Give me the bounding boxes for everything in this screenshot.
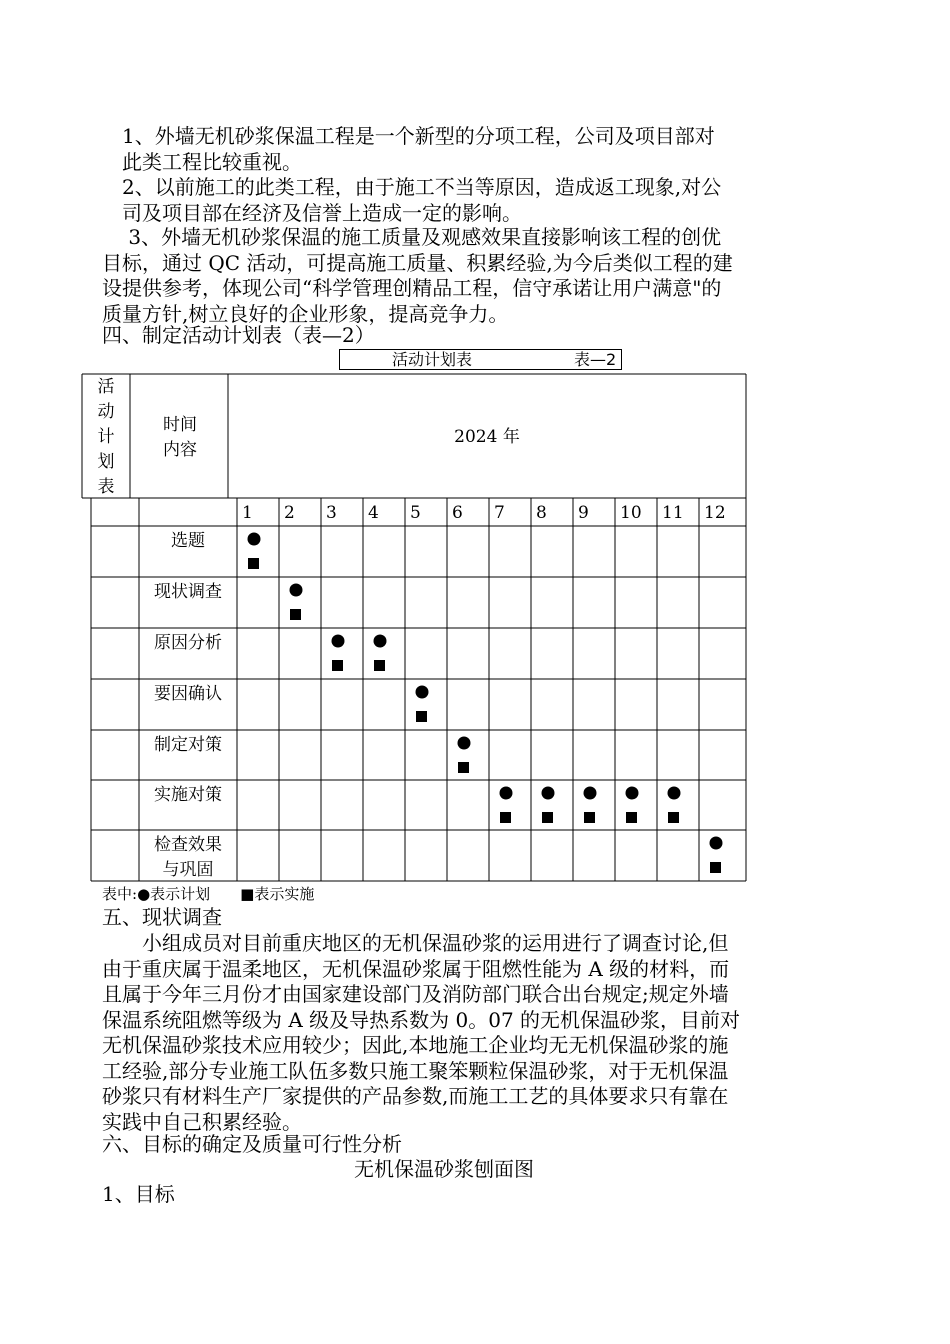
month-label: 10 — [620, 503, 642, 523]
done-square — [626, 812, 637, 823]
content-label: 内容 — [163, 440, 197, 460]
corner-label-char: 计 — [97, 427, 115, 447]
plan-dot — [668, 787, 681, 800]
done-square — [458, 762, 469, 773]
month-label: 3 — [326, 503, 337, 523]
text-line: 司及项目部在经济及信誉上造成一定的影响。 — [102, 200, 522, 225]
done-square — [248, 558, 259, 569]
section-5-heading: 五、现状调查 — [102, 905, 222, 929]
text-line: 此类工程比较重视。 — [102, 149, 302, 174]
legend-plan: ●表示计划 — [137, 885, 211, 903]
table-caption-number: 表—2 — [574, 350, 617, 369]
text-line: 无机保温砂浆技术应用较少；因此,本地施工企业均无无机保温砂浆的施 — [102, 1033, 729, 1057]
text-line: 3、外墙无机砂浆保温的施工质量及观感效果直接影响该工程的创优 — [102, 225, 722, 249]
plan-dot — [710, 837, 723, 850]
text-line: 目标，通过 QC 活动，可提高施工质量、积累经验,为今后类似工程的建 — [102, 250, 733, 275]
plan-dot — [458, 737, 471, 750]
done-square — [416, 711, 427, 722]
month-label: 8 — [536, 503, 547, 523]
plan-dot — [626, 787, 639, 800]
text-line: 质量方针,树立良好的企业形象，提高竞争力。 — [102, 301, 509, 326]
text-line: 工经验,部分专业施工队伍多数只施工聚笨颗粒保温砂浆，对于无机保温 — [102, 1058, 729, 1083]
activity-name: 检查效果 — [154, 835, 222, 855]
plan-dot — [584, 787, 597, 800]
plan-dot — [542, 787, 555, 800]
done-square — [290, 609, 301, 620]
done-square — [332, 660, 343, 671]
figure-caption: 无机保温砂浆刨面图 — [354, 1157, 534, 1181]
table-legend — [102, 884, 320, 904]
text-line: 且属于今年三月份才由国家建设部门及消防部门联合出台规定;规定外墙 — [102, 982, 729, 1006]
plan-dot — [500, 787, 513, 800]
year-label: 2024 年 — [454, 427, 520, 447]
activity-name: 制定对策 — [154, 735, 222, 755]
month-label: 11 — [662, 503, 684, 523]
activity-name: 现状调查 — [154, 582, 222, 602]
text-line: 小组成员对目前重庆地区的无机保温砂浆的运用进行了调查讨论,但 — [102, 931, 729, 955]
text-line: 2、以前施工的此类工程，由于施工不当等原因，造成返工现象,对公 — [102, 175, 722, 199]
plan-dot — [290, 584, 303, 597]
month-label: 9 — [578, 503, 589, 523]
corner-label-char: 活 — [97, 377, 115, 397]
plan-dot — [374, 635, 387, 648]
corner-label-char: 表 — [97, 477, 115, 497]
done-square — [584, 812, 595, 823]
text-line: 保温系统阻燃等级为 A 级及导热系数为 0。07 的无机保温砂浆，目前对 — [102, 1007, 741, 1032]
done-square — [500, 812, 511, 823]
activity-name: 实施对策 — [154, 785, 222, 805]
section-5-paragraph — [102, 931, 806, 1135]
legend-prefix: 表中: — [102, 885, 138, 903]
done-square — [668, 812, 679, 823]
month-label: 4 — [368, 503, 379, 523]
activity-name: 要因确认 — [154, 684, 222, 704]
text-line: 实践中自己积累经验。 — [102, 1109, 302, 1134]
legend-done: ■表示实施 — [240, 885, 315, 903]
month-label: 2 — [284, 503, 295, 523]
corner-label-char: 划 — [97, 452, 115, 472]
corner-label-char: 动 — [97, 402, 115, 422]
time-label: 时间 — [163, 415, 197, 435]
plan-dot — [416, 686, 429, 699]
month-label: 6 — [452, 503, 463, 523]
month-label: 5 — [410, 503, 421, 523]
done-square — [374, 660, 385, 671]
activity-name: 选题 — [171, 531, 205, 551]
plan-dot — [332, 635, 345, 648]
text-line: 砂浆只有材料生产厂家提供的产品参数,而施工工艺的具体要求只有靠在 — [102, 1084, 729, 1108]
month-label: 7 — [494, 503, 505, 523]
done-square — [710, 862, 721, 873]
activity-name: 与巩固 — [162, 860, 214, 880]
subsection-1-heading: 1、目标 — [102, 1182, 175, 1206]
table-caption-title: 活动计划表 — [392, 350, 473, 369]
text-line: 1、外墙无机砂浆保温工程是一个新型的分项工程，公司及项目部对 — [102, 124, 715, 148]
text-line: 由于重庆属于温柔地区，无机保温砂浆属于阻燃性能为 A 级的材料，而 — [102, 956, 730, 981]
done-square — [542, 812, 553, 823]
month-label: 1 — [242, 503, 253, 523]
section-6-heading: 六、目标的确定及质量可行性分析 — [102, 1132, 402, 1156]
text-line: 设提供参考，体现公司“科学管理创精品工程，信守承诺让用户满意"的 — [102, 276, 722, 300]
section-4-heading: 四、制定活动计划表（表—2） — [102, 323, 375, 347]
activity-name: 原因分析 — [154, 633, 222, 653]
month-label: 12 — [704, 503, 726, 523]
plan-dot — [248, 533, 261, 546]
